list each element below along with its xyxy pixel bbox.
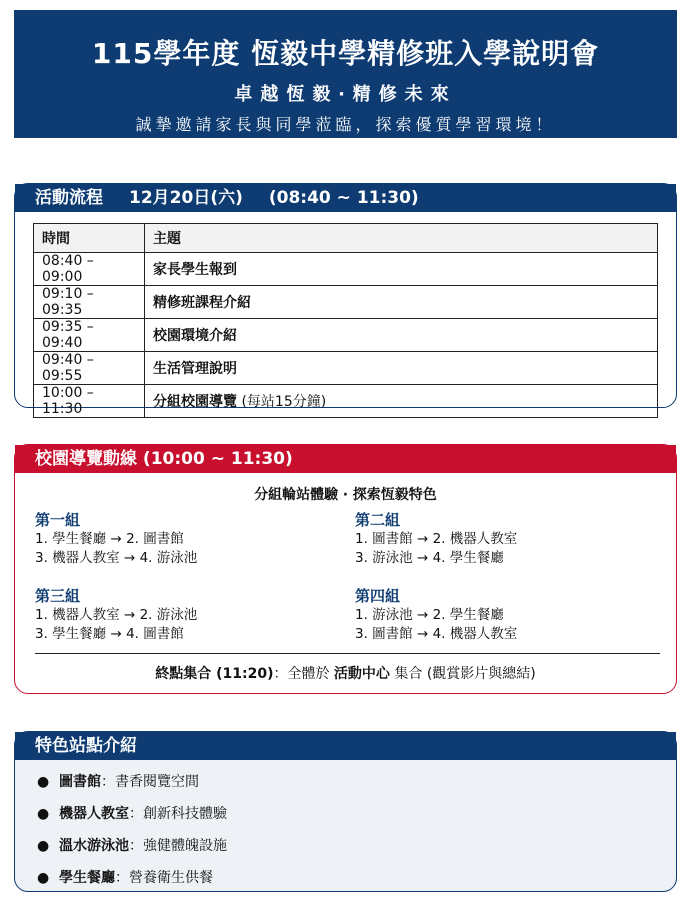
finale-text-end: 集合 (觀賞影片與總結) [389,666,536,682]
schedule-card [14,183,677,417]
stations-heading: 特色站點介紹 [15,732,676,760]
invitation-text: 誠摯邀請家長與同學蒞臨，探索優質學習環境！ [135,115,556,134]
row-topic [145,253,658,286]
table-header-row [34,224,658,253]
finale-note [15,663,676,683]
header-banner [14,10,677,138]
list-item [15,862,676,894]
table-row [34,286,658,319]
topic-text: 精修班課程介紹 [153,295,251,311]
finale-label: 終點集合 (11:20) [155,666,274,682]
schedule-date: 12月20日(六) [129,188,243,208]
station-name: 學生餐廳 [59,870,115,886]
list-item [15,766,676,798]
row-time: 09:40 – 09:55 [34,352,145,385]
bullet-icon: ● [37,774,50,790]
row-time: 09:10 – 09:35 [34,286,145,319]
station-name: 溫水游泳池 [59,838,129,854]
group-route-line: 3. 圖書館 → 4. 機器人教室 [355,626,518,642]
row-time: 10:00 – 11:30 [34,385,145,418]
group-route-line: 3. 機器人教室 → 4. 游泳池 [35,550,198,566]
topic-text: 生活管理說明 [153,361,237,377]
bullet-icon: ● [37,806,50,822]
divider [35,653,660,654]
group-1 [35,510,335,568]
group-route-line: 1. 機器人教室 → 2. 游泳池 [35,607,198,623]
topic-text: 家長學生報到 [153,262,237,278]
group-4 [355,586,655,644]
page-subtitle: 卓越恆毅‧精修未來 [234,84,457,105]
table-row [34,319,658,352]
group-name: 第二組 [355,511,401,529]
group-name: 第一組 [35,511,81,529]
list-item [15,798,676,830]
topic-note: (每站15分鐘) [237,394,327,410]
group-route-line: 3. 學生餐廳 → 4. 圖書館 [35,626,184,642]
station-desc: ：創新科技體驗 [129,806,227,822]
row-topic [145,286,658,319]
group-name: 第三組 [35,587,81,605]
table-row [34,352,658,385]
group-route-line: 1. 學生餐廳 → 2. 圖書館 [35,531,184,547]
row-topic [145,319,658,352]
row-topic [145,352,658,385]
column-header-topic: 主題 [145,224,658,253]
row-topic [145,385,658,418]
bullet-icon: ● [37,838,50,854]
list-item [15,830,676,862]
topic-text: 分組校園導覽 [153,394,237,410]
station-name: 機器人教室 [59,806,129,822]
group-name: 第四組 [355,587,401,605]
schedule-header [15,184,676,212]
table-row [34,253,658,286]
group-route-line: 1. 游泳池 → 2. 學生餐廳 [355,607,504,623]
schedule-heading: 活動流程 [35,188,103,208]
stations-list [15,766,676,894]
topic-text: 校園環境介紹 [153,328,237,344]
stations-card [14,731,677,892]
group-2 [355,510,655,568]
schedule-table [33,223,658,418]
station-desc: ：強健體魄設施 [129,838,227,854]
group-route-line: 1. 圖書館 → 2. 機器人教室 [355,531,518,547]
group-3 [35,586,335,644]
schedule-time: (08:40 ~ 11:30) [268,188,419,208]
station-desc: ：書香閱覽空間 [101,774,199,790]
page-title: 115學年度 恆毅中學精修班入學說明會 [91,37,600,70]
finale-text: ：全體於 [273,666,334,682]
table-row [34,385,658,418]
station-name: 圖書館 [59,774,101,790]
station-desc: ：營養衛生供餐 [115,870,213,886]
tour-tagline: 分組輪站體驗 ‧ 探索恆毅特色 [254,487,437,503]
group-route-line: 3. 游泳池 → 4. 學生餐廳 [355,550,504,566]
bullet-icon: ● [37,870,50,886]
tour-card [14,444,677,694]
row-time: 09:35 – 09:40 [34,319,145,352]
tour-heading: 校園導覽動線 (10:00 ~ 11:30) [15,445,676,473]
finale-place: 活動中心 [333,666,390,682]
column-header-time: 時間 [34,224,145,253]
row-time: 08:40 – 09:00 [34,253,145,286]
